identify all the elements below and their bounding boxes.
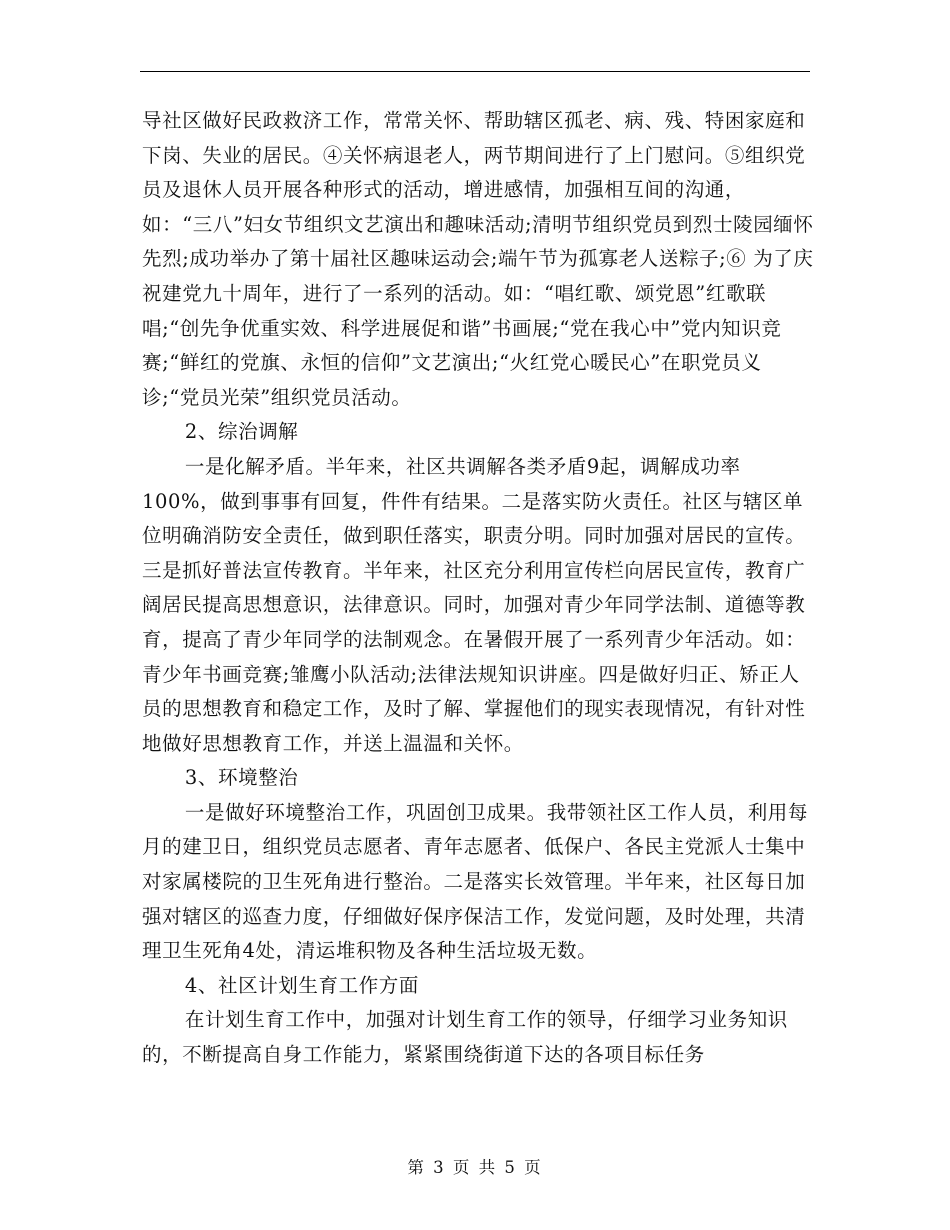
section-heading-family-planning: 4、社区计划生育工作方面 xyxy=(184,973,419,997)
header-rule xyxy=(140,71,810,72)
section-heading-environment: 3、环境整治 xyxy=(184,766,299,790)
document-body xyxy=(142,104,814,1073)
paragraph-environment: 一是做好环境整治工作，巩固创卫成果。我带领社区工作人员，利用每月的建卫日，组织党员志愿者、青年志愿者、低保户、各民主党派人士集中对家属楼院的卫生死角进行整治。二是落实长效管理。半年来，社区每日加强对辖区的巡查力度，仔细做好保序保洁工作，发觉问题，及时处理，共清理卫生死角4处，清运堆积物及各种生活垃圾无数。 xyxy=(142,800,808,963)
page-number-label: 第 3 页 共 5 页 xyxy=(407,1158,543,1177)
section-heading-mediation: 2、综治调解 xyxy=(184,420,299,444)
paragraph-welfare-activities: 导社区做好民政救济工作，常常关怀、帮助辖区孤老、病、残、特困家庭和下岗、失业的居民。④关怀病退老人，两节期间进行了上门慰问。⑤组织党员及退休人员开展各种形式的活动，增进感情，加强相互间的沟通，如：“三八”妇女节组织文艺演出和趣味活动;清明节组织党员到烈士陵园缅怀先烈;成功举办了第十届社区趣味运动会;端午节为孤寡老人送粽子;⑥ 为了庆祝建党九十周年，进行了一系列的活动。如：“唱红歌、颂党恩”红歌联唱;“创先争优重实效、科学进展促和谐”书画展;“党在我心中”党内知识竞赛;“鲜红的党旗、永恒的信仰”文艺演出;“火红党心暖民心”在职党员义诊;“党员光荣”组织党员活动。 xyxy=(142,109,814,409)
page-footer xyxy=(0,1154,950,1178)
paragraph-family-planning: 在计划生育工作中，加强对计划生育工作的领导，仔细学习业务知识的，不断提高自身工作能力，紧紧围绕街道下达的各项目标任务 xyxy=(142,1008,788,1067)
paragraph-mediation: 一是化解矛盾。半年来，社区共调解各类矛盾9起，调解成功率100%，做到事事有回复，件件有结果。二是落实防火责任。社区与辖区单位明确消防安全责任，做到职任落实，职责分明。同时加强对居民的宣传。三是抓好普法宣传教育。半年来，社区充分利用宣传栏向居民宣传，教育广阔居民提高思想意识，法律意识。同时，加强对青少年同学法制、道德等教育，提高了青少年同学的法制观念。在暑假开展了一系列青少年活动。如：青少年书画竞赛;雏鹰小队活动;法律法规知识讲座。四是做好归正、矫正人员的思想教育和稳定工作，及时了解、掌握他们的现实表现情况，有针对性地做好思想教育工作，并送上温温和关怀。 xyxy=(142,454,806,755)
